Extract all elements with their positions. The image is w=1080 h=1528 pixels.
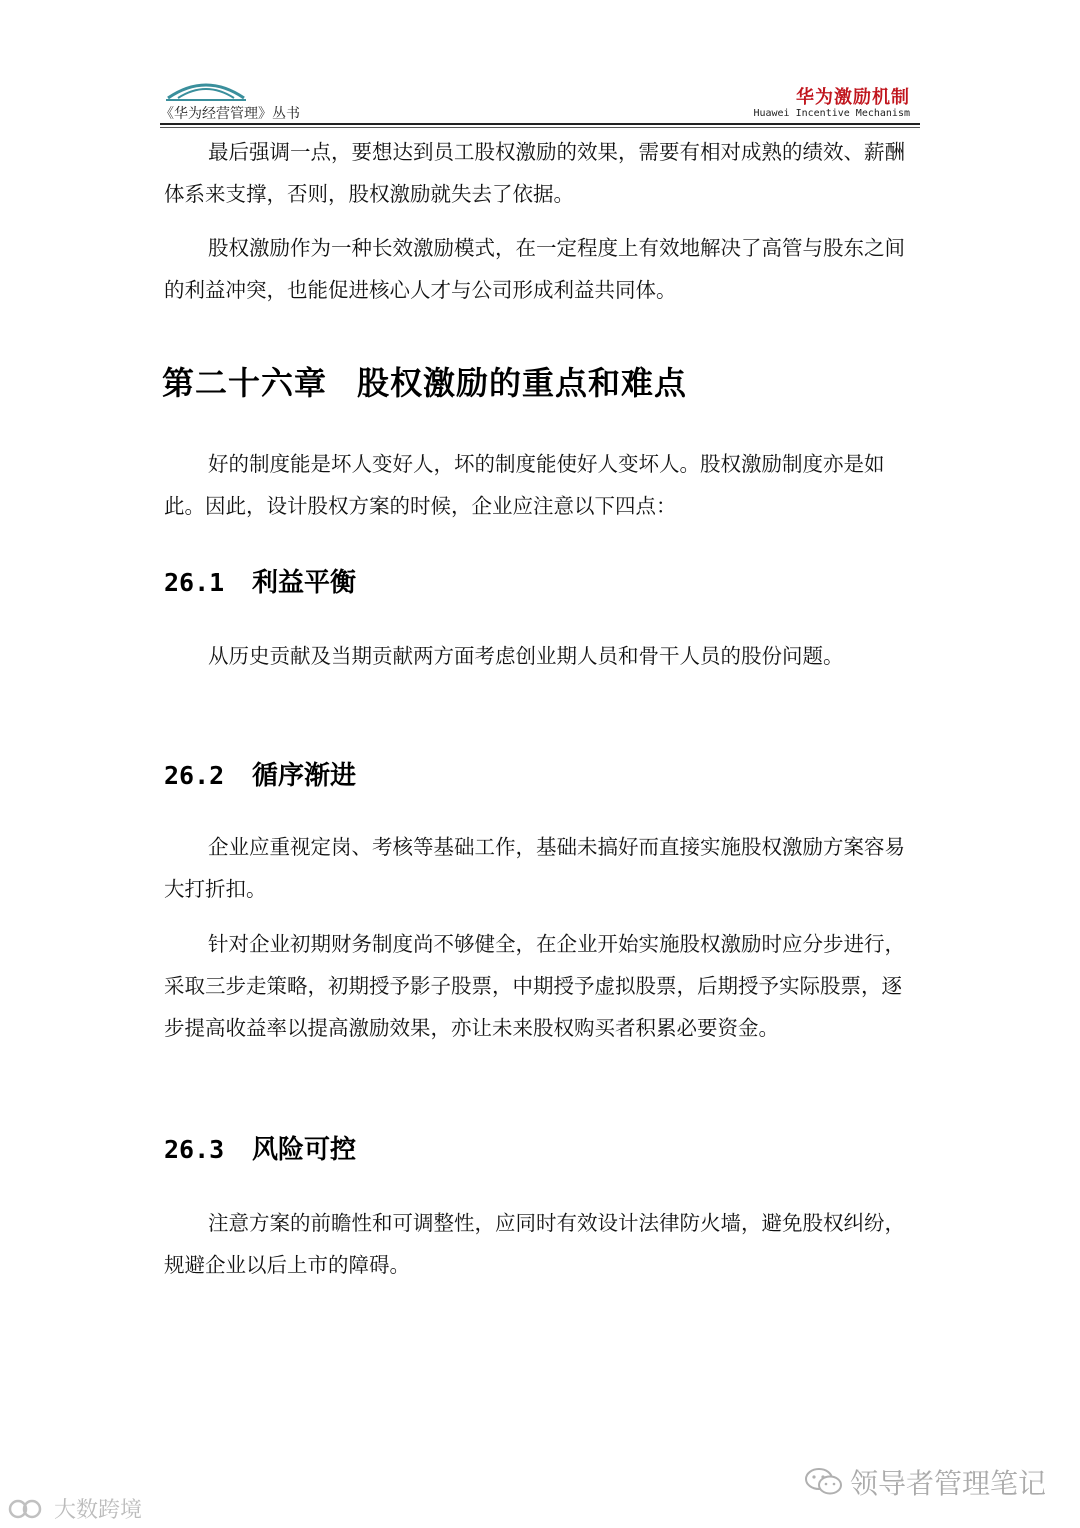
watermark-source	[6, 1493, 142, 1524]
wechat-icon	[804, 1466, 844, 1498]
section-heading-26-3	[164, 1129, 356, 1166]
section-26-1-paragraph: 从历史贡献及当期贡献两方面考虑创业期人员和骨干人员的股份问题。	[208, 644, 844, 668]
section-title: 利益平衡	[252, 568, 357, 598]
chapter-intro-paragraph: 好的制度能是坏人变好人，坏的制度能使好人变坏人。股权激励制度亦是如此。因此，设计股权方案的时候，企业应注意以下四点：	[164, 452, 885, 518]
brand-title-en: Huawei Incentive Mechanism	[753, 108, 910, 119]
header-rule-thin	[160, 127, 920, 128]
section-title: 风险可控	[252, 1135, 357, 1165]
section-heading-26-1	[164, 562, 356, 599]
chapter-heading	[162, 358, 687, 404]
chapter-title: 股权激励的重点和难点	[357, 364, 688, 402]
header-rule	[160, 123, 920, 125]
intro-paragraph-2: 股权激励作为一种长效激励模式，在一定程度上有效地解决了高管与股东之间的利益冲突，也能促进核心人才与公司形成利益共同体。	[164, 236, 905, 302]
section-number: 26.1	[164, 568, 225, 597]
watermark-right-text: 领导者管理笔记	[849, 1467, 1046, 1500]
section-number: 26.3	[164, 1135, 225, 1164]
book-series-title: 《华为经营管理》丛书	[160, 106, 300, 122]
brand-title-cn: 华为激励机制	[796, 87, 910, 108]
intro-paragraph-1: 最后强调一点，要想达到员工股权激励的效果，需要有相对成熟的绩效、薪酬体系来支撑，否则，股权激励就失去了依据。	[164, 140, 905, 206]
publisher-logo-icon	[166, 78, 246, 104]
section-number: 26.2	[164, 761, 225, 790]
watermark-wechat	[804, 1462, 1046, 1502]
watermark-left-text: 大数跨境	[54, 1498, 143, 1523]
section-26-2-paragraph-2: 针对企业初期财务制度尚不够健全，在企业开始实施股权激励时应分步进行，采取三步走策略，初期授予影子股票，中期授予虚拟股票，后期授予实际股票，逐步提高收益率以提高激励效果，亦让未来股权购买者积累必要资金。	[164, 932, 905, 1040]
page-header	[160, 70, 920, 126]
chapter-number: 第二十六章	[162, 364, 328, 402]
section-26-2-paragraph-1: 企业应重视定岗、考核等基础工作，基础未搞好而直接实施股权激励方案容易大打折扣。	[164, 835, 905, 901]
section-title: 循序渐进	[252, 761, 357, 791]
section-heading-26-2	[164, 755, 356, 792]
section-26-3-paragraph: 注意方案的前瞻性和可调整性，应同时有效设计法律防火墙，避免股权纠纷，规避企业以后上市的障碍。	[164, 1211, 905, 1277]
logo-icon	[6, 1496, 48, 1522]
